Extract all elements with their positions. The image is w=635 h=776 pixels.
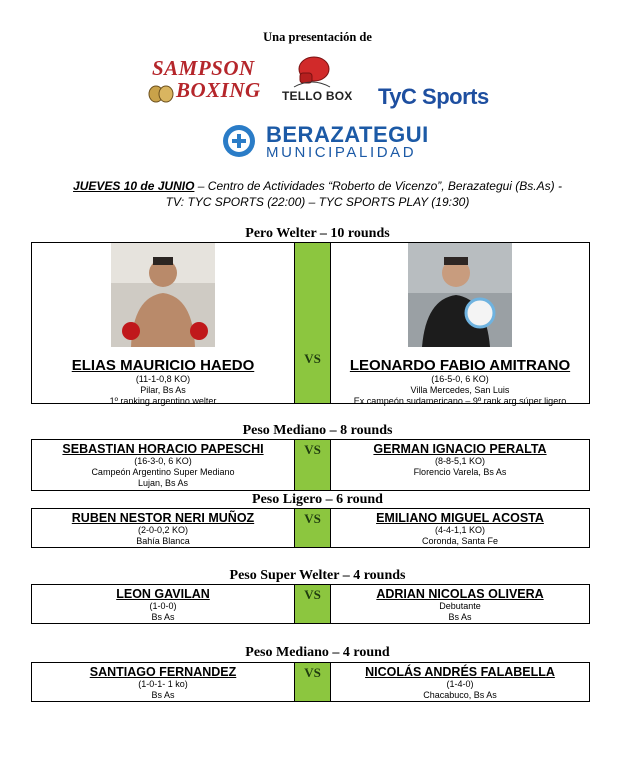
berazategui-seal-icon bbox=[222, 124, 256, 158]
fighter-record: (11-1-0,8 KO) bbox=[135, 374, 191, 384]
fighter-origin: Bs As bbox=[151, 690, 175, 700]
fighter-origin: Chacabuco, Bs As bbox=[423, 690, 497, 700]
fighter-origin: Coronda, Santa Fe bbox=[421, 536, 499, 546]
sampson-line1: SAMPSON bbox=[152, 56, 255, 80]
fighter-origin: Pilar, Bs As bbox=[140, 385, 186, 395]
fighter-note: 1º ranking argentino welter bbox=[109, 396, 217, 406]
fighter-origin: Bs As bbox=[151, 612, 175, 622]
tyc-sports-logo: TyC Sports bbox=[378, 84, 489, 109]
fighter-right bbox=[331, 663, 589, 701]
fighter-name: GERMAN IGNACIO PERALTA bbox=[373, 442, 547, 456]
fight-card bbox=[31, 242, 590, 404]
fighter-record: (2-0-0,2 KO) bbox=[137, 525, 188, 535]
fighter-name: RUBEN NESTOR NERI MUÑOZ bbox=[71, 511, 255, 525]
fighter-record: (4-4-1,1 KO) bbox=[434, 525, 485, 535]
fighter-left bbox=[32, 440, 294, 490]
fighter-origin: Bs As bbox=[448, 612, 472, 622]
fighter-right bbox=[331, 585, 589, 623]
tello-box-logo bbox=[278, 55, 358, 110]
fighter-right bbox=[331, 440, 589, 490]
vs-label: VS bbox=[304, 442, 321, 457]
fighter-name: SEBASTIAN HORACIO PAPESCHI bbox=[62, 442, 264, 456]
vs-label: VS bbox=[304, 587, 321, 602]
fighter-note: Ex campeón sudamericano – 9º rank arg súper ligero bbox=[353, 396, 567, 406]
fighter-record: (1-4-0) bbox=[446, 679, 474, 689]
sampson-line2: BOXING bbox=[176, 78, 261, 102]
berazategui-title: BERAZATEGUI bbox=[266, 122, 429, 147]
fighter-name: ELIAS MAURICIO HAEDO bbox=[71, 357, 255, 374]
fighter-photo bbox=[111, 243, 215, 347]
fighter-right bbox=[331, 509, 589, 547]
fighter-name: SANTIAGO FERNANDEZ bbox=[89, 665, 237, 679]
fight-title: Peso Mediano – 4 round bbox=[245, 645, 390, 660]
intro-text: Una presentación de bbox=[263, 30, 372, 44]
vs-divider bbox=[294, 440, 331, 490]
fighter-left bbox=[32, 663, 294, 701]
vs-label: VS bbox=[304, 511, 321, 526]
fighter-name: ADRIAN NICOLAS OLIVERA bbox=[376, 587, 544, 601]
sampson-boxing-logo bbox=[148, 56, 261, 108]
vs-label: VS bbox=[304, 665, 321, 680]
fighter-origin: Villa Mercedes, San Luis bbox=[410, 385, 510, 395]
event-venue: – Centro de Actividades “Roberto de Vicenzo”, Berazategui (Bs.As) - bbox=[194, 179, 562, 193]
fighter-record: (16-5-0, 6 KO) bbox=[431, 374, 489, 384]
fighter-left bbox=[32, 585, 294, 623]
fight-card bbox=[31, 508, 590, 548]
fighter-origin: Lujan, Bs As bbox=[137, 478, 189, 488]
fight-card bbox=[31, 584, 590, 624]
fight-card bbox=[31, 662, 590, 702]
fighter-photo bbox=[408, 243, 512, 347]
fight-title: Peso Ligero – 6 round bbox=[252, 492, 383, 507]
boxing-gloves-icon bbox=[148, 82, 174, 104]
fighter-record: Debutante bbox=[439, 601, 481, 611]
fighter-origin: Bahía Blanca bbox=[136, 536, 190, 546]
vs-label: VS bbox=[304, 351, 321, 366]
event-info bbox=[0, 178, 635, 210]
vs-divider bbox=[294, 243, 331, 403]
fighter-left bbox=[32, 509, 294, 547]
fighter-record: (1-0-0) bbox=[149, 601, 177, 611]
fighter-record: (16-3-0, 6 KO) bbox=[134, 456, 192, 466]
vs-divider bbox=[294, 509, 331, 547]
boxing-glove-icon bbox=[292, 55, 332, 89]
fighter-record: (8-8-5,1 KO) bbox=[434, 456, 485, 466]
fighter-record: (1-0-1- 1 ko) bbox=[138, 679, 188, 689]
fighter-right bbox=[331, 243, 589, 406]
vs-divider bbox=[294, 663, 331, 701]
fighter-title: Campeón Argentino Super Mediano bbox=[91, 467, 235, 477]
fight-title: Peso Mediano – 8 rounds bbox=[242, 423, 393, 438]
fighter-name: LEONARDO FABIO AMITRANO bbox=[349, 357, 571, 374]
fight-title: Peso Super Welter – 4 rounds bbox=[229, 568, 406, 583]
fighter-name: EMILIANO MIGUEL ACOSTA bbox=[376, 511, 544, 525]
fighter-origin: Florencio Varela, Bs As bbox=[413, 467, 507, 477]
tello-box-text: TELLO BOX bbox=[282, 89, 353, 103]
municipalidad-subtitle: MUNICIPALIDAD bbox=[266, 144, 417, 161]
event-tv: TV: TYC SPORTS (22:00) – TYC SPORTS PLAY (19:30) bbox=[165, 195, 470, 209]
fighter-left bbox=[32, 243, 294, 406]
fighter-name: LEON GAVILAN bbox=[116, 587, 210, 601]
fight-card bbox=[31, 439, 590, 491]
event-date: JUEVES 10 de JUNIO bbox=[73, 179, 195, 193]
vs-divider bbox=[294, 585, 331, 623]
fighter-name: NICOLÁS ANDRÉS FALABELLA bbox=[365, 665, 555, 679]
fight-title: Pero Welter – 10 rounds bbox=[245, 226, 390, 241]
